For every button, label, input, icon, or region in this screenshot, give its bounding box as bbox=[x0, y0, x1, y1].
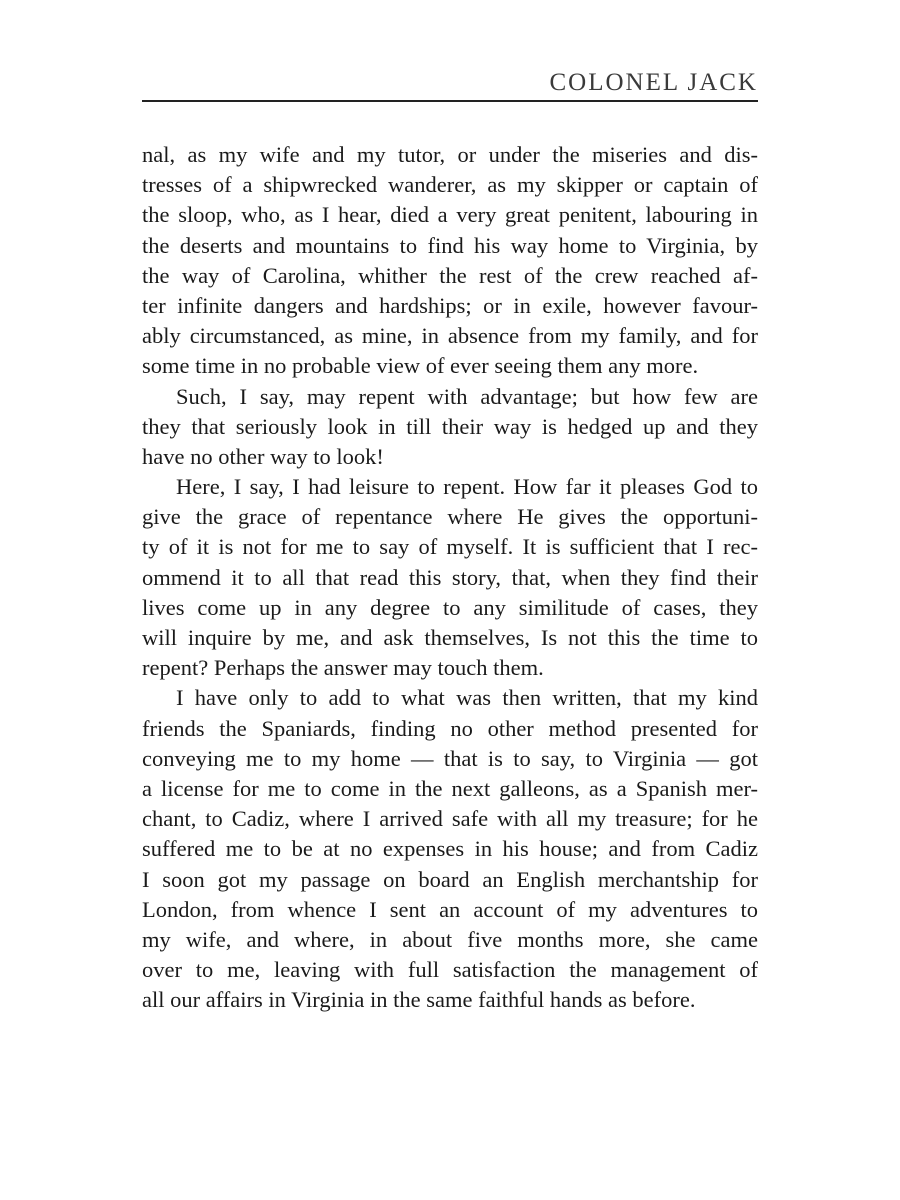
running-head: COLONEL JACK bbox=[549, 69, 758, 96]
text-line: some time in no probable view of ever seeing them any more. bbox=[142, 353, 699, 379]
text-line: my wife, and where, in about five months more, she came bbox=[142, 926, 758, 952]
text-line: have no other way to look! bbox=[142, 443, 384, 469]
text-line: chant, to Cadiz, where I arrived safe with all my treasure; for he bbox=[142, 806, 758, 832]
text-line: all our affairs in Virginia in the same faithful hands as before. bbox=[142, 987, 696, 1013]
header-rule bbox=[142, 100, 758, 102]
text-line: the way of Carolina, whither the rest of the crew reached af- bbox=[142, 262, 758, 288]
text-line: nal, as my wife and my tutor, or under the miseries and dis- bbox=[142, 142, 758, 167]
text-line: ably circumstanced, as mine, in absence from my family, and for bbox=[142, 323, 758, 349]
text-line: conveying me to my home — that is to say, to Virginia — got bbox=[142, 745, 758, 771]
text-line: Here, I say, I had leisure to repent. How far it pleases God to bbox=[176, 474, 758, 500]
text-line: the sloop, who, as I hear, died a very great penitent, labouring in bbox=[142, 202, 758, 228]
text-line: ter infinite dangers and hardships; or in exile, however favour- bbox=[142, 292, 758, 318]
text-line: London, from whence I sent an account of my adventures to bbox=[142, 896, 758, 922]
text-line: tresses of a shipwrecked wanderer, as my skipper or captain of bbox=[142, 172, 758, 198]
paragraph-3 bbox=[142, 472, 758, 683]
paragraph-4 bbox=[142, 683, 758, 1015]
text-line: friends the Spaniards, finding no other method presented for bbox=[142, 715, 758, 741]
text-line: I soon got my passage on board an English merchantship for bbox=[142, 866, 758, 892]
text-line: give the grace of repentance where He gives the opportuni- bbox=[142, 504, 758, 530]
text-line: they that seriously look in till their way is hedged up and they bbox=[142, 413, 758, 439]
body-text bbox=[142, 140, 758, 1015]
text-line: over to me, leaving with full satisfaction the management of bbox=[142, 957, 758, 983]
text-line: repent? Perhaps the answer may touch them. bbox=[142, 655, 544, 681]
paragraph-2 bbox=[142, 382, 758, 473]
text-line: Such, I say, may repent with advantage; but how few are bbox=[176, 383, 758, 409]
text-line: ommend it to all that read this story, that, when they find their bbox=[142, 564, 758, 590]
text-line: will inquire by me, and ask themselves, Is not this the time to bbox=[142, 625, 758, 650]
text-line: suffered me to be at no expenses in his house; and from Cadiz bbox=[142, 836, 758, 862]
text-line: ty of it is not for me to say of myself. It is sufficient that I rec- bbox=[142, 534, 758, 560]
text-line: a license for me to come in the next galleons, as a Spanish mer- bbox=[142, 775, 758, 801]
text-line: the deserts and mountains to find his way home to Virginia, by bbox=[142, 232, 758, 258]
text-line: lives come up in any degree to any similitude of cases, they bbox=[142, 594, 758, 620]
paragraph-1 bbox=[142, 140, 758, 382]
text-line: I have only to add to what was then written, that my kind bbox=[176, 685, 758, 711]
